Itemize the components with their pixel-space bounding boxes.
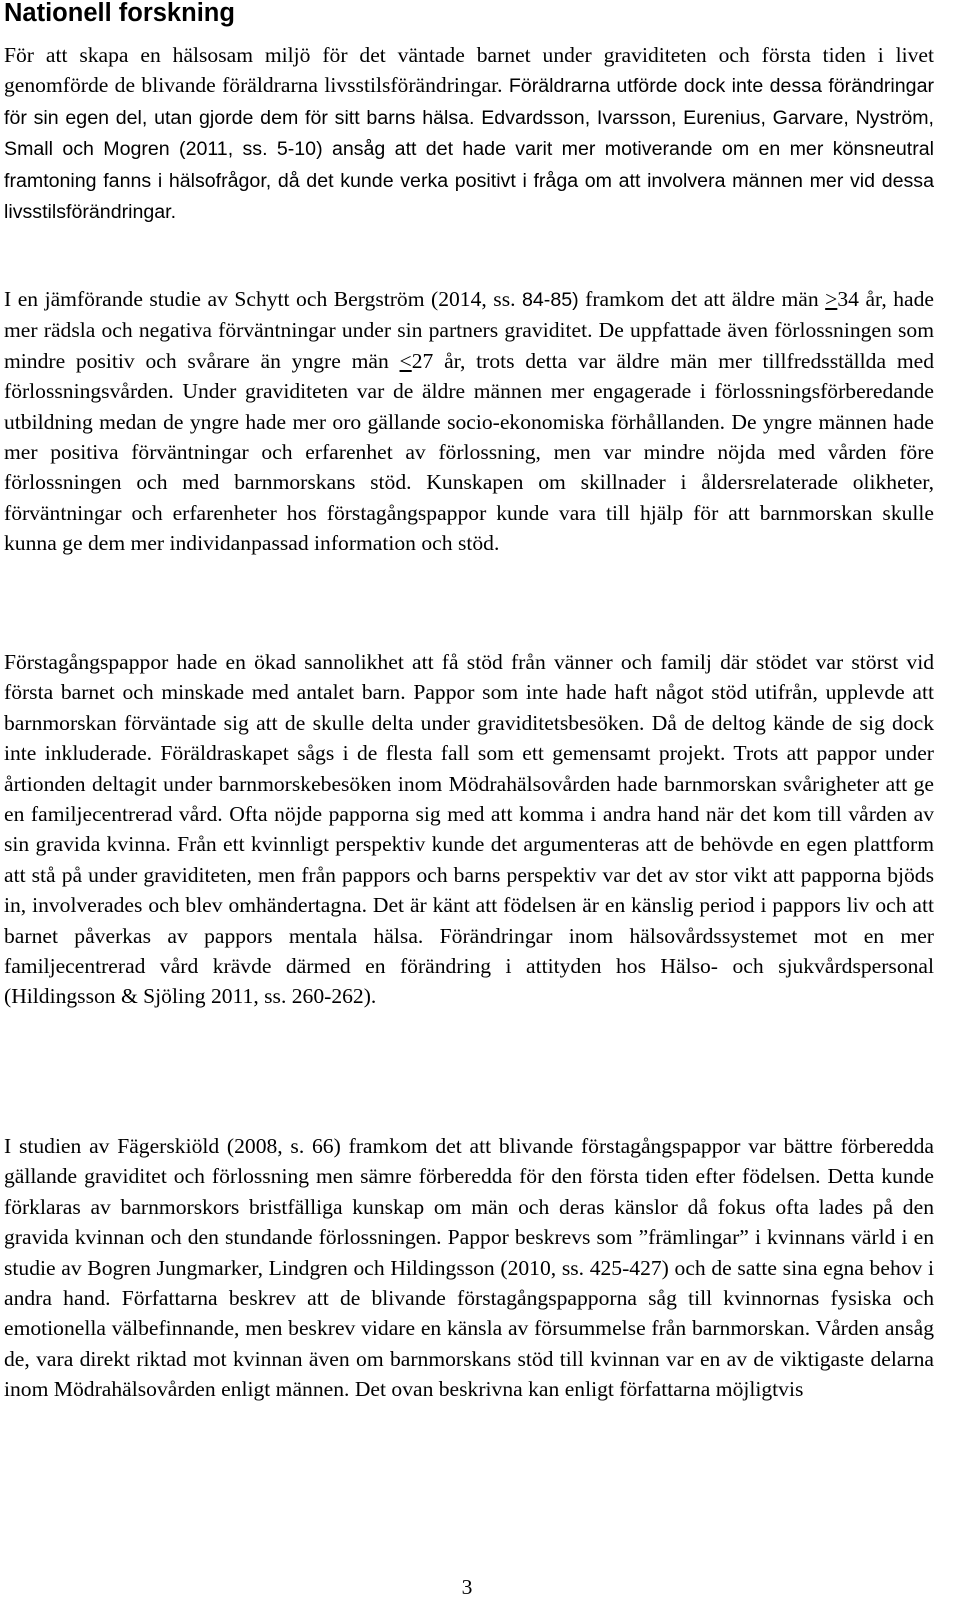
paragraph-text: I en jämförande studie av Schytt och Bergström (2014, ss. — [4, 287, 516, 311]
paragraph-text: 27 år, trots detta var äldre män mer tillfredsställda med förlossningsvården. Under graviditeten var de äldre männen mer engagerade i förlossningsförberedande utbildning medan de yngre hade mer oro gällande socio-ekonomiska förhållanden. De yngre männen hade mer positiva förväntningar och erfarenhet av förlossning, men var mindre nöjda med vården före förlossningen och med barnmorskans stöd. Kunskapen om skillnader i åldersrelaterade olikheter, förväntningar och erfarenheter hos förstagångspappor kunde vara till hjälp för att barnmorskan skulle kunna ge dem mer individanpassad information och stöd. — [4, 348, 934, 556]
paragraph-text: För att skapa en hälsosam miljö för det väntade barnet under graviditeten och första tiden i livet genomförde de blivande föräldrarna livsstilsförändringar. — [4, 43, 934, 98]
paragraph-text: Föräldrarna utförde dock inte dessa förändringar för sin egen del, utan gjorde dem för sitt barns hälsa. Edvardsson, Ivarsson, Eurenius, Garvare, Nyström, Small och Mogren (2011, ss. 5-10) ansåg att det hade varit mer motiverande om en mer könsneutral framtoning fanns i hälsofrågor, då det kunde verka positivt i fråga om att involvera männen mer vid dessa livsstilsförändringar. — [4, 75, 934, 224]
paragraph-text: framkom det att äldre män — [585, 287, 819, 311]
paragraph-lifestyle-changes — [4, 40, 934, 227]
paragraph-fagerskiold-study: I studien av Fägerskiöld (2008, s. 66) framkom det att blivande förstagångspappor var bättre förberedda gällande graviditet och förlossning men sämre förberedda för den första tiden efter födelsen. Detta kunde förklaras av barnmorskors bristfälliga kunskap om män och deras känslor då fokus ofta lades på den gravida kvinnan och den stundande förlossningen. Pappor beskrevs som ”främlingar” i kvinnans värld i en studie av Bogren Jungmarker, Lindgren och Hildingsson (2010, ss. 425-427) och de satte sina egna behov i andra hand. Författarna beskrev att de blivande förstagångspapporna såg till kvinnornas fysiska och emotionella välbefinnande, men beskrev vidare en känsla av försummelse från barnmorskan. Vården ansåg de, vara direkt riktad mot kvinnan även om barnmorskans stöd till kvinnan var en av de viktigaste delarna inom Mödrahälsovården enligt männen. Det ovan beskrivna kan enligt författarna möjligtvis — [4, 1134, 934, 1402]
paragraph-text: 34 år, hade mer rädsla och negativa förväntningar under sin partners graviditet. De uppfattade även förlossningen som mindre positiv och svårare än yngre män — [4, 287, 935, 373]
greater-equal-symbol: > — [825, 287, 838, 311]
paragraph-text: 84-85) — [522, 289, 579, 311]
paragraph-first-time-fathers-support: Förstagångspappor hade en ökad sannolikhet att få stöd från vänner och familj där stödet var störst vid första barnet och minskade med antalet barn. Pappor som inte hade haft något stöd utifrån, upplevde att barnmorskan förväntade sig att de skulle delta under graviditetsbesöken. Då de deltog kände de sig dock inte inkluderade. Föräldraskapet sågs i de flesta fall som ett gemensamt projekt. Trots att pappor under årtionden deltagit under barnmorskebesöken inom Mödrahälsovården hade barnmorskan svårigheter att ge en familjecentrerad vård. Ofta nöjde papporna sig med att komma i andra hand när det kom till vården av sin gravida kvinna. Från ett kvinnligt perspektiv kunde det argumenteras att de behövde en egen plattform att stå på under graviditeten, men från pappors och barns perspektiv var det av stor vikt att papporna bjöds in, involverades och blev omhändertagna. Det är känt att födelsen är en känslig period i pappors liv och att barnet påverkas av pappors mentala hälsa. Förändringar inom hälsovårdssystemet mot en mer familjecentrerad vård krävde därmed en förändring i attityden hos Hälso- och sjukvårdspersonal (Hildingsson & Sjöling 2011, ss. 260-262). — [4, 650, 934, 1009]
paragraph-comparative-study — [4, 284, 934, 559]
section-heading: Nationell forskning — [4, 0, 235, 27]
page-number: 3 — [461, 1575, 473, 1599]
less-equal-symbol: < — [399, 348, 412, 373]
